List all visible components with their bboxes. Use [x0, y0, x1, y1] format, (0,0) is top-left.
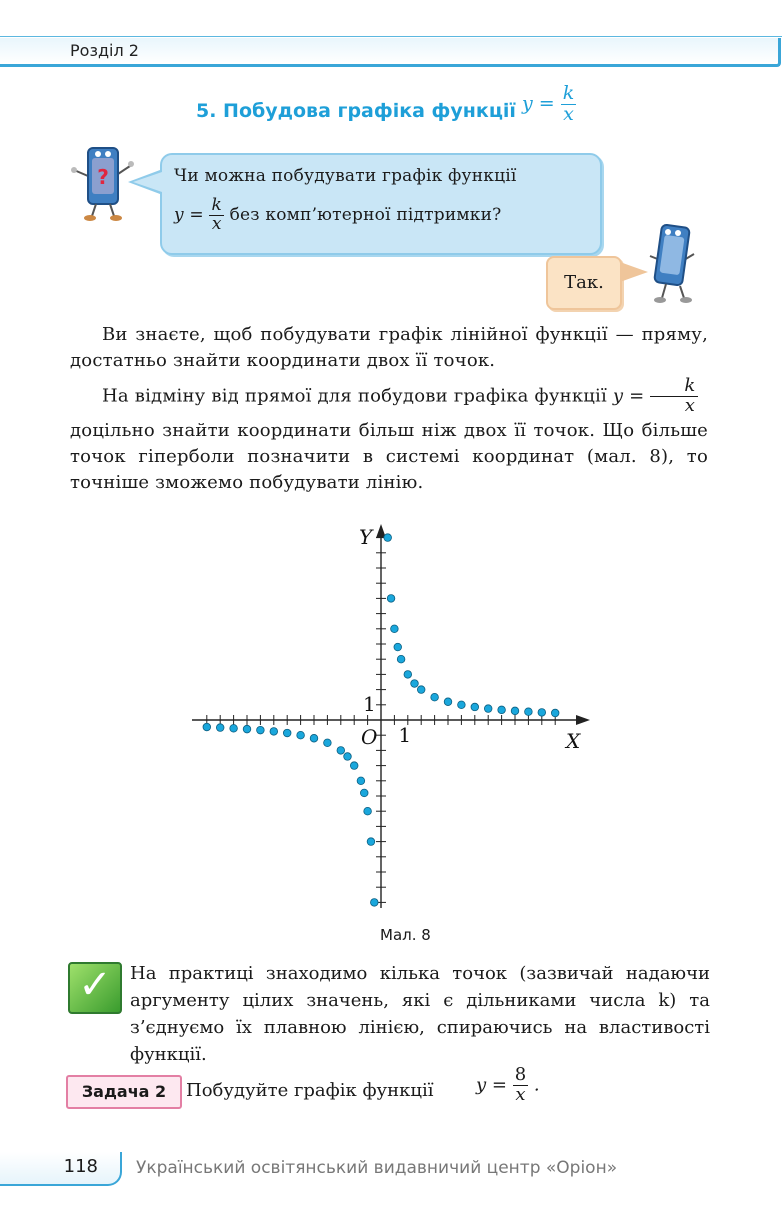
page-number: 118	[63, 1156, 98, 1177]
hyperbola-chart	[186, 522, 596, 914]
paragraph-2-rest: доцільно знайти координати більш ніж двох її точок. Що більше точок гіперболи позначити в системі координат (мал. 8), то точніше зможемо побудувати лінію.	[70, 419, 708, 493]
data-point	[484, 705, 492, 713]
header-line	[0, 36, 782, 37]
task-text: Побудуйте графік функції	[186, 1080, 434, 1101]
check-icon	[68, 962, 122, 1014]
question-line-1: Чи можна побудувати графік функції	[174, 166, 517, 186]
formula-fraction	[561, 84, 577, 125]
page-number-tab	[0, 1152, 122, 1186]
checkmark-glyph: ✓	[78, 962, 112, 1008]
data-point	[357, 777, 365, 785]
note-text: На практиці знаходимо кілька точок (зазвичай надаючи аргументу цілих значень, які є дільниками числа k) та з’єднуємо їх плавною лінією, спираючись на властивості функції.	[130, 963, 710, 1065]
data-point	[364, 807, 372, 815]
data-point	[391, 625, 399, 633]
paragraph-2	[70, 377, 708, 496]
origin-label: O	[361, 725, 378, 749]
robot-answer-icon	[640, 220, 700, 306]
fraction-denominator: x	[211, 213, 222, 234]
fraction-numerator: k	[650, 377, 697, 397]
answer-bubble: Так.	[546, 256, 622, 310]
data-point	[367, 838, 375, 846]
task-formula	[476, 1066, 540, 1105]
chapter-label: Розділ 2	[70, 41, 139, 60]
data-point	[471, 703, 479, 711]
data-point	[394, 643, 402, 651]
fraction-numerator: k	[211, 195, 222, 215]
data-point	[230, 724, 238, 732]
task-fraction	[513, 1066, 528, 1105]
data-point	[350, 762, 358, 770]
section-title: 5. Побудова графіка функції	[196, 100, 516, 122]
data-point	[538, 709, 546, 717]
y-tick-label: 1	[363, 691, 376, 716]
bubble-tail-inner	[133, 172, 162, 192]
data-point	[551, 709, 559, 717]
fraction-denominator: x	[684, 394, 696, 416]
paragraph-2-first-line	[70, 377, 708, 416]
question-line-2	[174, 197, 517, 234]
data-point	[360, 789, 368, 797]
paragraph-1-text: Ви знаєте, щоб побудувати графік лінійної функції — пряму, достатньо знайти координати двох її точок.	[70, 324, 708, 371]
question-text	[174, 161, 517, 234]
data-point	[216, 724, 224, 732]
data-point	[417, 686, 425, 694]
question-rest: без комп’ютерної підтримки?	[229, 204, 502, 225]
question-fraction	[209, 197, 224, 234]
data-point	[243, 725, 251, 733]
data-point	[371, 899, 379, 907]
data-point	[384, 534, 392, 542]
data-point	[404, 671, 412, 679]
data-point	[283, 729, 291, 737]
data-point	[397, 655, 405, 663]
x-axis-label: X	[566, 729, 581, 753]
task-label: Задача 2	[66, 1075, 182, 1109]
paragraph-1	[70, 322, 708, 374]
data-point	[431, 693, 439, 701]
data-point	[411, 680, 419, 688]
publisher-name: Український освітянський видавничий центр «Оріон»	[136, 1158, 618, 1178]
paragraph-2-fraction	[650, 377, 697, 416]
task-end: .	[533, 1074, 540, 1096]
question-bubble	[160, 153, 602, 255]
question-lhs: y =	[174, 204, 204, 225]
data-point	[310, 734, 318, 742]
fraction-numerator: k	[562, 82, 575, 104]
data-point	[337, 747, 345, 755]
svg-text:?: ?	[97, 165, 109, 189]
data-point	[297, 731, 305, 739]
x-axis-arrow	[576, 715, 590, 725]
paragraph-2-lhs: y =	[612, 385, 645, 407]
data-point	[324, 739, 332, 747]
data-point	[525, 708, 533, 716]
figure-caption: Мал. 8	[380, 926, 431, 944]
data-point	[203, 723, 211, 731]
data-point	[270, 728, 278, 736]
data-point	[387, 595, 395, 603]
x-tick-label: 1	[398, 723, 412, 747]
fraction-denominator: x	[563, 102, 574, 125]
y-axis-label: Y	[359, 525, 373, 549]
data-point	[458, 701, 466, 709]
paragraph-2-start: На відміну від прямої для побудови графіка функції	[102, 385, 607, 407]
fraction-numerator: 8	[514, 1064, 527, 1085]
data-point	[511, 707, 519, 715]
formula-lhs: y =	[522, 92, 555, 115]
data-point	[344, 753, 352, 761]
section-formula	[522, 84, 576, 125]
data-point	[257, 726, 265, 734]
fraction-denominator: x	[515, 1083, 526, 1105]
data-point	[498, 706, 506, 714]
task-lhs: y =	[476, 1074, 507, 1096]
data-point	[444, 698, 452, 706]
